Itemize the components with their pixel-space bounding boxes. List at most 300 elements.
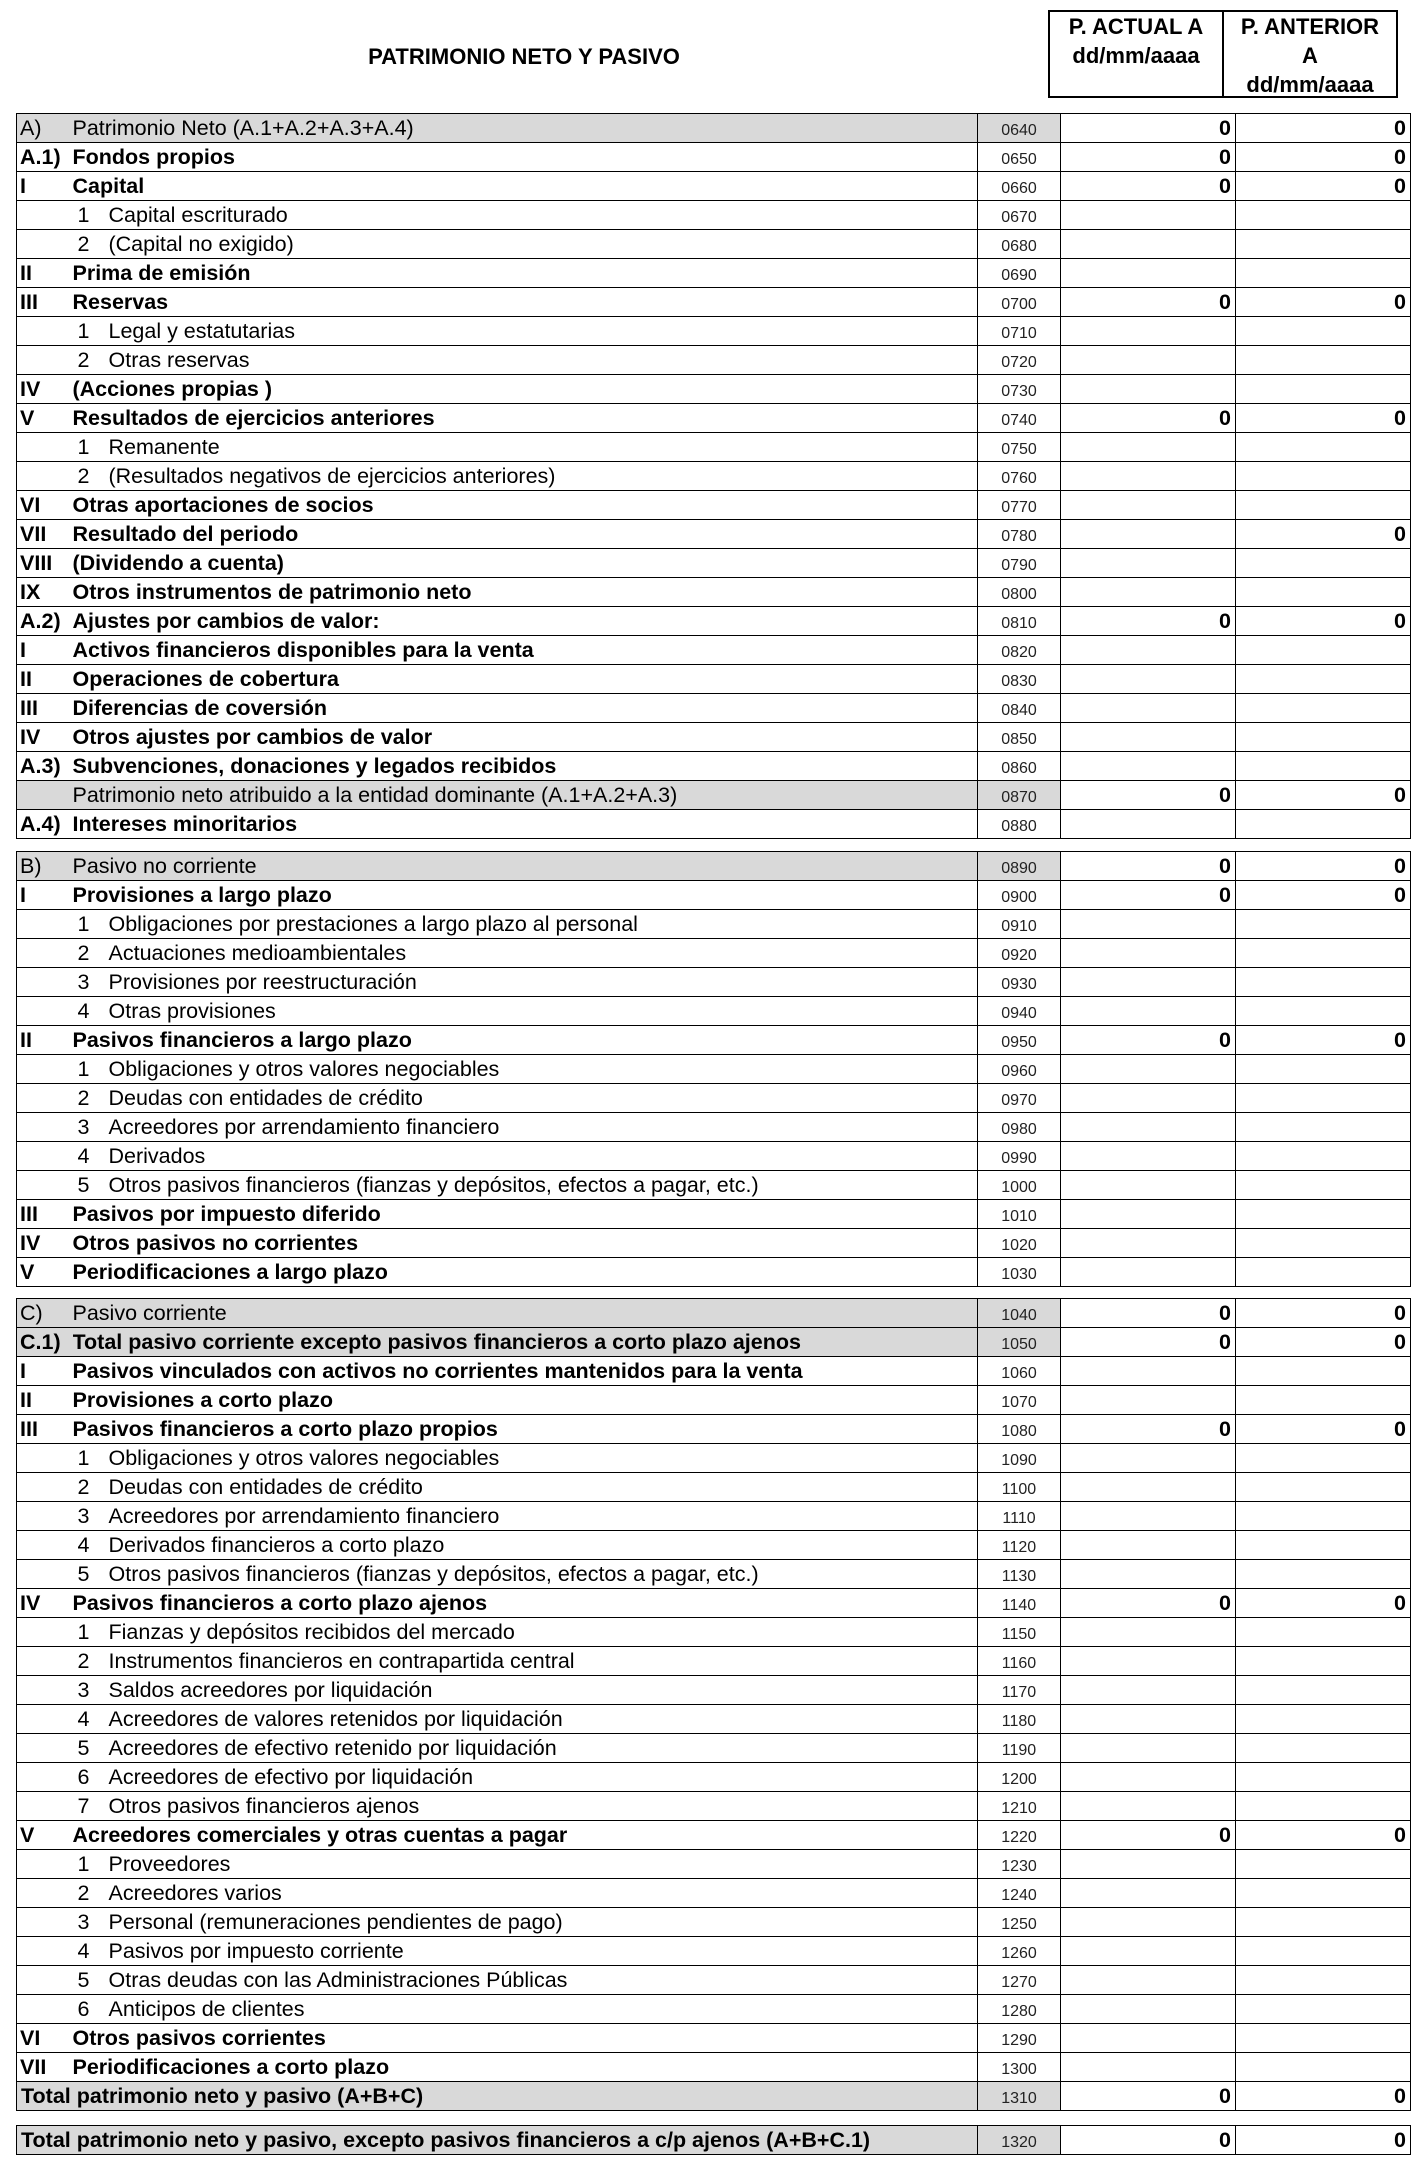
row-label: Total patrimonio neto y pasivo, excepto pasivos financieros a c/p ajenos (A+B+C.1) (17, 2126, 978, 2155)
value-anterior-cell[interactable] (1236, 1966, 1411, 1995)
value-anterior-cell[interactable] (1236, 433, 1411, 462)
table-row (17, 1734, 1411, 1763)
value-anterior-cell[interactable] (1236, 1142, 1411, 1171)
value-anterior-cell[interactable]: 0 (1236, 404, 1411, 433)
row-label (73, 1647, 978, 1676)
value-actual-cell[interactable] (1061, 1618, 1236, 1647)
value-actual-cell[interactable] (1061, 1763, 1236, 1792)
value-anterior-cell[interactable]: 0 (1236, 2082, 1411, 2111)
value-anterior-cell[interactable] (1236, 259, 1411, 288)
table-row (17, 939, 1411, 968)
value-actual-cell[interactable] (1061, 1357, 1236, 1386)
table-row (17, 810, 1411, 839)
row-number: 6 (77, 1764, 90, 1789)
value-anterior-cell[interactable] (1236, 1763, 1411, 1792)
row-key: II (17, 665, 73, 694)
value-anterior-cell[interactable]: 0 (1236, 852, 1411, 881)
row-label-text: Acreedores por arrendamiento financiero (108, 1114, 500, 1139)
table-row (17, 230, 1411, 259)
value-actual-cell[interactable] (1061, 578, 1236, 607)
row-label: Operaciones de cobertura (73, 665, 978, 694)
value-anterior-cell[interactable] (1236, 491, 1411, 520)
row-label-text: Otros pasivos financieros (fianzas y depósitos, efectos a pagar, etc.) (108, 1561, 759, 1586)
row-label-text: Instrumentos financieros en contrapartida central (108, 1648, 575, 1673)
value-anterior-cell[interactable] (1236, 1792, 1411, 1821)
table-row (17, 114, 1411, 143)
row-label (73, 1734, 978, 1763)
row-code: 1110 (978, 1502, 1061, 1531)
value-actual-cell[interactable]: 0 (1061, 607, 1236, 636)
value-actual-cell[interactable] (1061, 346, 1236, 375)
value-actual-cell[interactable] (1061, 1142, 1236, 1171)
table-row (17, 781, 1411, 810)
value-anterior-cell[interactable] (1236, 1734, 1411, 1763)
value-actual-cell[interactable] (1061, 939, 1236, 968)
value-actual-cell[interactable]: 0 (1061, 172, 1236, 201)
value-anterior-cell[interactable] (1236, 230, 1411, 259)
row-key: IV (17, 1229, 73, 1258)
row-number: 1 (77, 434, 90, 459)
value-actual-cell[interactable]: 0 (1061, 2082, 1236, 2111)
value-anterior-cell[interactable] (1236, 1502, 1411, 1531)
row-key: VI (17, 2024, 73, 2053)
value-actual-cell[interactable] (1061, 433, 1236, 462)
value-anterior-cell[interactable] (1236, 1084, 1411, 1113)
value-actual-cell[interactable] (1061, 1473, 1236, 1502)
row-number: 3 (77, 1677, 90, 1702)
value-actual-cell[interactable] (1061, 1502, 1236, 1531)
row-number: 2 (77, 1880, 90, 1905)
row-code: 1210 (978, 1792, 1061, 1821)
value-anterior-cell[interactable] (1236, 694, 1411, 723)
value-actual-cell[interactable] (1061, 665, 1236, 694)
row-key: VI (17, 491, 73, 520)
value-anterior-cell[interactable] (1236, 1647, 1411, 1676)
row-key: A.2) (17, 607, 73, 636)
row-label: Pasivos financieros a corto plazo propios (73, 1415, 978, 1444)
value-actual-cell[interactable] (1061, 201, 1236, 230)
value-actual-cell[interactable]: 0 (1061, 1328, 1236, 1357)
value-actual-cell[interactable] (1061, 1705, 1236, 1734)
value-anterior-cell[interactable] (1236, 1850, 1411, 1879)
row-code: 0930 (978, 968, 1061, 997)
table-row (17, 1792, 1411, 1821)
value-actual-cell[interactable] (1061, 1792, 1236, 1821)
value-actual-cell[interactable] (1061, 1647, 1236, 1676)
column-header-actual-line1: P. ACTUAL A (1068, 14, 1204, 39)
row-label: Pasivo corriente (73, 1299, 978, 1328)
value-actual-cell[interactable] (1061, 1444, 1236, 1473)
row-key: V (17, 1258, 73, 1287)
table-row (17, 1676, 1411, 1705)
row-key: II (17, 1386, 73, 1415)
value-anterior-cell[interactable]: 0 (1236, 114, 1411, 143)
row-number: 2 (77, 1474, 90, 1499)
value-anterior-cell[interactable]: 0 (1236, 607, 1411, 636)
value-actual-cell[interactable]: 0 (1061, 781, 1236, 810)
row-code: 1020 (978, 1229, 1061, 1258)
row-number: 1 (77, 202, 90, 227)
row-number: 5 (77, 1561, 90, 1586)
row-key (17, 1084, 73, 1113)
row-label: Otros pasivos corrientes (73, 2024, 978, 2053)
row-label: Resultado del periodo (73, 520, 978, 549)
table-row (17, 1995, 1411, 2024)
value-actual-cell[interactable] (1061, 723, 1236, 752)
value-anterior-cell[interactable] (1236, 1171, 1411, 1200)
row-label: Periodificaciones a corto plazo (73, 2053, 978, 2082)
row-label-text: Otros pasivos financieros (fianzas y depósitos, efectos a pagar, etc.) (108, 1172, 759, 1197)
value-actual-cell[interactable] (1061, 1676, 1236, 1705)
table-row (17, 1502, 1411, 1531)
value-actual-cell[interactable]: 0 (1061, 1821, 1236, 1850)
value-actual-cell[interactable] (1061, 2024, 1236, 2053)
row-number: 2 (77, 231, 90, 256)
value-actual-cell[interactable]: 0 (1061, 1026, 1236, 1055)
row-number: 5 (77, 1967, 90, 1992)
value-actual-cell[interactable] (1061, 462, 1236, 491)
value-anterior-cell[interactable]: 0 (1236, 172, 1411, 201)
row-label (73, 1531, 978, 1560)
row-label: Ajustes por cambios de valor: (73, 607, 978, 636)
table-row (17, 1589, 1411, 1618)
value-anterior-cell[interactable]: 0 (1236, 1415, 1411, 1444)
row-key: A.4) (17, 810, 73, 839)
value-anterior-cell[interactable] (1236, 1560, 1411, 1589)
table-row (17, 752, 1411, 781)
value-actual-cell[interactable] (1061, 259, 1236, 288)
row-key (17, 317, 73, 346)
value-anterior-cell[interactable] (1236, 1444, 1411, 1473)
table-row (17, 1415, 1411, 1444)
row-key: A.3) (17, 752, 73, 781)
row-key: VII (17, 2053, 73, 2082)
value-anterior-cell[interactable] (1236, 1055, 1411, 1084)
value-actual-cell[interactable] (1061, 1937, 1236, 1966)
row-code: 1310 (978, 2082, 1061, 2111)
row-number: 3 (77, 1114, 90, 1139)
row-label-text: Legal y estatutarias (108, 318, 295, 343)
value-anterior-cell[interactable] (1236, 1618, 1411, 1647)
column-header-anterior-line1: P. ANTERIOR (1240, 14, 1380, 39)
row-key: I (17, 1357, 73, 1386)
row-label-text: Acreedores de efectivo por liquidación (108, 1764, 474, 1789)
row-number: 4 (77, 1706, 90, 1731)
row-code: 1240 (978, 1879, 1061, 1908)
table-row (17, 1357, 1411, 1386)
row-number: 7 (77, 1793, 90, 1818)
row-label: Otros instrumentos de patrimonio neto (73, 578, 978, 607)
row-label (73, 1937, 978, 1966)
table-row (17, 1531, 1411, 1560)
value-actual-cell[interactable] (1061, 1386, 1236, 1415)
section-table (16, 1298, 1411, 2082)
row-code: 1090 (978, 1444, 1061, 1473)
row-code: 0950 (978, 1026, 1061, 1055)
value-anterior-cell[interactable] (1236, 317, 1411, 346)
row-key: A.1) (17, 143, 73, 172)
value-anterior-cell[interactable] (1236, 1357, 1411, 1386)
value-actual-cell[interactable]: 0 (1061, 114, 1236, 143)
value-anterior-cell[interactable]: 0 (1236, 1299, 1411, 1328)
value-anterior-cell[interactable] (1236, 968, 1411, 997)
row-key (17, 939, 73, 968)
value-anterior-cell[interactable] (1236, 375, 1411, 404)
row-key: IX (17, 578, 73, 607)
row-code: 0760 (978, 462, 1061, 491)
value-anterior-cell[interactable] (1236, 578, 1411, 607)
table-row (17, 665, 1411, 694)
value-actual-cell[interactable]: 0 (1061, 852, 1236, 881)
value-anterior-cell[interactable] (1236, 1386, 1411, 1415)
value-anterior-cell[interactable] (1236, 910, 1411, 939)
row-label-text: Capital escriturado (108, 202, 288, 227)
value-actual-cell[interactable] (1061, 491, 1236, 520)
column-header-anterior-line3: dd/mm/aaaa (1246, 72, 1374, 97)
value-anterior-cell[interactable] (1236, 1937, 1411, 1966)
value-anterior-cell[interactable] (1236, 997, 1411, 1026)
row-key (17, 1055, 73, 1084)
row-label-text: Deudas con entidades de crédito (108, 1085, 423, 1110)
value-actual-cell[interactable] (1061, 1171, 1236, 1200)
value-actual-cell[interactable] (1061, 1560, 1236, 1589)
value-anterior-cell[interactable] (1236, 1676, 1411, 1705)
value-anterior-cell[interactable]: 0 (1236, 520, 1411, 549)
table-row (17, 433, 1411, 462)
value-actual-cell[interactable] (1061, 230, 1236, 259)
row-label-text: Derivados (108, 1143, 206, 1168)
value-anterior-cell[interactable]: 0 (1236, 1026, 1411, 1055)
value-actual-cell[interactable] (1061, 997, 1236, 1026)
value-anterior-cell[interactable] (1236, 549, 1411, 578)
value-anterior-cell[interactable]: 0 (1236, 143, 1411, 172)
row-label-text: (Resultados negativos de ejercicios anteriores) (108, 463, 556, 488)
value-anterior-cell[interactable] (1236, 1995, 1411, 2024)
row-code: 0680 (978, 230, 1061, 259)
row-number: 1 (77, 1851, 90, 1876)
value-actual-cell[interactable] (1061, 694, 1236, 723)
value-anterior-cell[interactable]: 0 (1236, 881, 1411, 910)
value-actual-cell[interactable] (1061, 1113, 1236, 1142)
value-actual-cell[interactable] (1061, 1879, 1236, 1908)
value-anterior-cell[interactable] (1236, 1229, 1411, 1258)
value-anterior-cell[interactable] (1236, 1258, 1411, 1287)
table-row (17, 259, 1411, 288)
row-label: Periodificaciones a largo plazo (73, 1258, 978, 1287)
value-anterior-cell[interactable]: 0 (1236, 781, 1411, 810)
row-code: 0940 (978, 997, 1061, 1026)
row-label-text: Deudas con entidades de crédito (108, 1474, 423, 1499)
row-label-text: Otras reservas (108, 347, 250, 372)
value-actual-cell[interactable]: 0 (1061, 2126, 1236, 2155)
row-label: Provisiones a corto plazo (73, 1386, 978, 1415)
row-key (17, 201, 73, 230)
row-label-text: Personal (remuneraciones pendientes de pago) (108, 1909, 563, 1934)
value-actual-cell[interactable]: 0 (1061, 288, 1236, 317)
row-number: 1 (77, 1619, 90, 1644)
row-label: Diferencias de coversión (73, 694, 978, 723)
row-label (73, 1142, 978, 1171)
row-label-text: Remanente (108, 434, 220, 459)
row-code: 1120 (978, 1531, 1061, 1560)
value-actual-cell[interactable] (1061, 1995, 1236, 2024)
row-label (73, 1444, 978, 1473)
row-label-text: Acreedores de efectivo retenido por liquidación (108, 1735, 557, 1760)
value-anterior-cell[interactable] (1236, 1908, 1411, 1937)
table-row (17, 201, 1411, 230)
value-actual-cell[interactable]: 0 (1061, 1589, 1236, 1618)
row-label-text: Actuaciones medioambientales (108, 940, 407, 965)
row-code: 0740 (978, 404, 1061, 433)
row-label: Reservas (73, 288, 978, 317)
row-key (17, 1171, 73, 1200)
value-anterior-cell[interactable] (1236, 462, 1411, 491)
value-actual-cell[interactable] (1061, 1908, 1236, 1937)
value-anterior-cell[interactable]: 0 (1236, 1589, 1411, 1618)
value-actual-cell[interactable]: 0 (1061, 1299, 1236, 1328)
row-key (17, 1995, 73, 2024)
value-anterior-cell[interactable] (1236, 723, 1411, 752)
row-code: 0730 (978, 375, 1061, 404)
value-actual-cell[interactable] (1061, 1531, 1236, 1560)
value-actual-cell[interactable] (1061, 1850, 1236, 1879)
row-code: 1160 (978, 1647, 1061, 1676)
row-label-text: Fianzas y depósitos recibidos del mercado (108, 1619, 515, 1644)
value-actual-cell[interactable] (1061, 1229, 1236, 1258)
value-anterior-cell[interactable] (1236, 1200, 1411, 1229)
row-label: Total pasivo corriente excepto pasivos financieros a corto plazo ajenos (73, 1328, 978, 1357)
row-code: 0910 (978, 910, 1061, 939)
value-actual-cell[interactable] (1061, 1055, 1236, 1084)
table-row (17, 1444, 1411, 1473)
row-code: 1220 (978, 1821, 1061, 1850)
value-actual-cell[interactable] (1061, 2053, 1236, 2082)
value-actual-cell[interactable]: 0 (1061, 143, 1236, 172)
row-key: III (17, 1415, 73, 1444)
value-actual-cell[interactable] (1061, 375, 1236, 404)
row-code: 0770 (978, 491, 1061, 520)
table-row (17, 1821, 1411, 1850)
row-label (73, 1084, 978, 1113)
column-header-anterior-line2: A (1302, 43, 1318, 68)
value-actual-cell[interactable] (1061, 549, 1236, 578)
value-anterior-cell[interactable] (1236, 1531, 1411, 1560)
totals-table (16, 2081, 1411, 2111)
row-label-text: Otras provisiones (108, 998, 276, 1023)
value-anterior-cell[interactable] (1236, 346, 1411, 375)
row-label-text: Saldos acreedores por liquidación (108, 1677, 433, 1702)
row-key: I (17, 881, 73, 910)
value-anterior-cell[interactable]: 0 (1236, 2126, 1411, 2155)
row-label: Patrimonio neto atribuido a la entidad dominante (A.1+A.2+A.3) (73, 781, 978, 810)
table-row (17, 852, 1411, 881)
row-key (17, 1502, 73, 1531)
row-number: 3 (77, 1503, 90, 1528)
value-actual-cell[interactable] (1061, 910, 1236, 939)
value-anterior-cell[interactable]: 0 (1236, 1328, 1411, 1357)
row-label (73, 1502, 978, 1531)
table-row (17, 172, 1411, 201)
value-anterior-cell[interactable] (1236, 939, 1411, 968)
value-anterior-cell[interactable] (1236, 1705, 1411, 1734)
value-anterior-cell[interactable] (1236, 810, 1411, 839)
row-label: Total patrimonio neto y pasivo (A+B+C) (17, 2082, 978, 2111)
table-row (17, 404, 1411, 433)
table-row (17, 375, 1411, 404)
value-anterior-cell[interactable] (1236, 1113, 1411, 1142)
row-key: C) (17, 1299, 73, 1328)
row-key (17, 1142, 73, 1171)
value-anterior-cell[interactable]: 0 (1236, 288, 1411, 317)
row-label: Intereses minoritarios (73, 810, 978, 839)
value-actual-cell[interactable] (1061, 1966, 1236, 1995)
table-row (17, 1171, 1411, 1200)
value-actual-cell[interactable] (1061, 317, 1236, 346)
row-code: 1150 (978, 1618, 1061, 1647)
row-label (73, 968, 978, 997)
row-label (73, 1055, 978, 1084)
value-anterior-cell[interactable] (1236, 1473, 1411, 1502)
value-anterior-cell[interactable] (1236, 665, 1411, 694)
row-label: Pasivo no corriente (73, 852, 978, 881)
row-code: 0920 (978, 939, 1061, 968)
row-label (73, 1879, 978, 1908)
value-actual-cell[interactable] (1061, 1084, 1236, 1113)
value-actual-cell[interactable]: 0 (1061, 881, 1236, 910)
value-actual-cell[interactable]: 0 (1061, 1415, 1236, 1444)
row-label (73, 1560, 978, 1589)
value-actual-cell[interactable] (1061, 1734, 1236, 1763)
value-anterior-cell[interactable] (1236, 752, 1411, 781)
row-label (73, 910, 978, 939)
row-code: 1250 (978, 1908, 1061, 1937)
table-row (17, 317, 1411, 346)
value-anterior-cell[interactable] (1236, 2024, 1411, 2053)
value-actual-cell[interactable] (1061, 968, 1236, 997)
value-actual-cell[interactable] (1061, 520, 1236, 549)
row-label (73, 1618, 978, 1647)
row-code: 1040 (978, 1299, 1061, 1328)
row-code: 1070 (978, 1386, 1061, 1415)
value-actual-cell[interactable] (1061, 1258, 1236, 1287)
value-actual-cell[interactable] (1061, 1200, 1236, 1229)
value-actual-cell[interactable]: 0 (1061, 404, 1236, 433)
row-label-text: (Capital no exigido) (108, 231, 294, 256)
row-key: II (17, 259, 73, 288)
table-row (17, 1299, 1411, 1328)
row-key (17, 1444, 73, 1473)
row-label: Acreedores comerciales y otras cuentas a pagar (73, 1821, 978, 1850)
table-row (17, 636, 1411, 665)
table-row (17, 462, 1411, 491)
row-label-text: Obligaciones y otros valores negociables (108, 1056, 500, 1081)
value-actual-cell[interactable] (1061, 810, 1236, 839)
value-actual-cell[interactable] (1061, 636, 1236, 665)
row-key: VIII (17, 549, 73, 578)
row-code: 1130 (978, 1560, 1061, 1589)
value-anterior-cell[interactable] (1236, 636, 1411, 665)
value-anterior-cell[interactable] (1236, 1879, 1411, 1908)
row-key: IV (17, 375, 73, 404)
table-row (17, 997, 1411, 1026)
value-anterior-cell[interactable] (1236, 201, 1411, 230)
value-anterior-cell[interactable] (1236, 2053, 1411, 2082)
row-label: Resultados de ejercicios anteriores (73, 404, 978, 433)
table-row (17, 2053, 1411, 2082)
value-actual-cell[interactable] (1061, 752, 1236, 781)
row-number: 3 (77, 969, 90, 994)
value-anterior-cell[interactable]: 0 (1236, 1821, 1411, 1850)
